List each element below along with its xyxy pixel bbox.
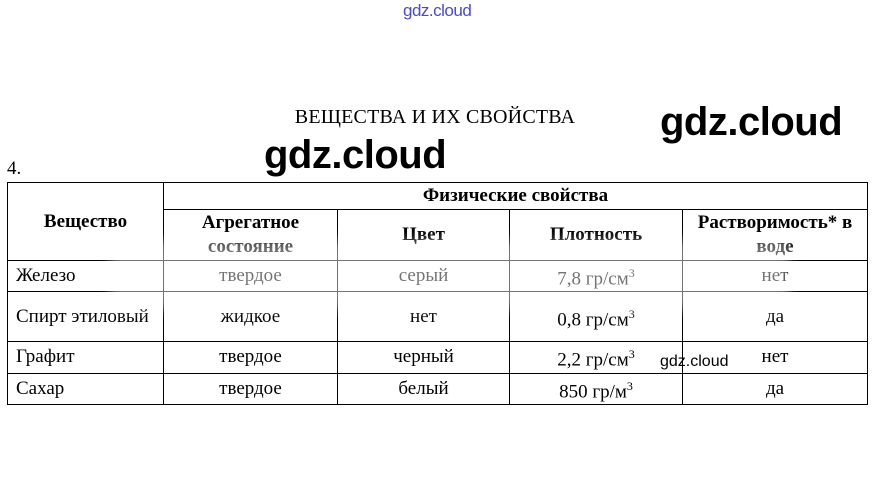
solubility-cell: да xyxy=(683,373,868,404)
state-cell: твердое xyxy=(164,373,338,404)
density-exponent: 3 xyxy=(626,378,633,393)
density-value: 2,2 гр/см xyxy=(557,349,629,371)
density-exponent: 3 xyxy=(628,266,635,280)
table-row xyxy=(8,261,868,292)
color-cell: белый xyxy=(338,373,510,404)
substance-name: Спирт этиловый xyxy=(8,292,164,342)
table-row xyxy=(8,373,868,404)
color-cell: серый xyxy=(338,261,510,292)
watermark-right: gdz.cloud xyxy=(660,100,843,144)
header-solubility: Растворимость* в воде xyxy=(683,210,868,261)
header-substance: Вещество xyxy=(8,183,164,261)
page-title: ВЕЩЕСТВА И ИХ СВОЙСТВА xyxy=(294,106,576,128)
header-density: Плотность xyxy=(510,210,683,261)
color-cell: черный xyxy=(338,342,510,373)
density-cell xyxy=(510,373,683,404)
properties-table xyxy=(7,182,868,405)
table-row xyxy=(8,342,868,373)
watermark-top: gdz.cloud xyxy=(403,1,472,20)
density-cell xyxy=(510,292,683,342)
state-cell: твердое xyxy=(164,261,338,292)
substance-name: Железо xyxy=(8,261,164,292)
task-number: 4. xyxy=(7,158,22,179)
watermark-small: gdz.cloud xyxy=(660,353,729,370)
solubility-cell: да xyxy=(683,292,868,342)
state-cell: твердое xyxy=(164,342,338,373)
density-value: 0,8 гр/см xyxy=(557,308,629,330)
solubility-cell: нет xyxy=(683,261,868,292)
table-row xyxy=(8,292,868,342)
substance-name: Сахар xyxy=(8,373,164,404)
watermark-center: gdz.cloud xyxy=(264,133,447,177)
density-value: 850 гр/м xyxy=(559,380,627,402)
solubility-cell: нет xyxy=(683,342,868,373)
density-exponent: 3 xyxy=(628,347,635,362)
color-cell: нет xyxy=(338,292,510,342)
state-cell: жидкое xyxy=(164,292,338,342)
header-color: Цвет xyxy=(338,210,510,261)
header-state: Агрегатное состояние xyxy=(164,210,338,261)
density-cell xyxy=(510,261,683,292)
density-value: 7,8 гр/см xyxy=(557,268,629,290)
density-exponent: 3 xyxy=(628,306,635,321)
header-physical-properties: Физические свойства xyxy=(164,183,868,210)
substance-name: Графит xyxy=(8,342,164,373)
density-cell xyxy=(510,342,683,373)
